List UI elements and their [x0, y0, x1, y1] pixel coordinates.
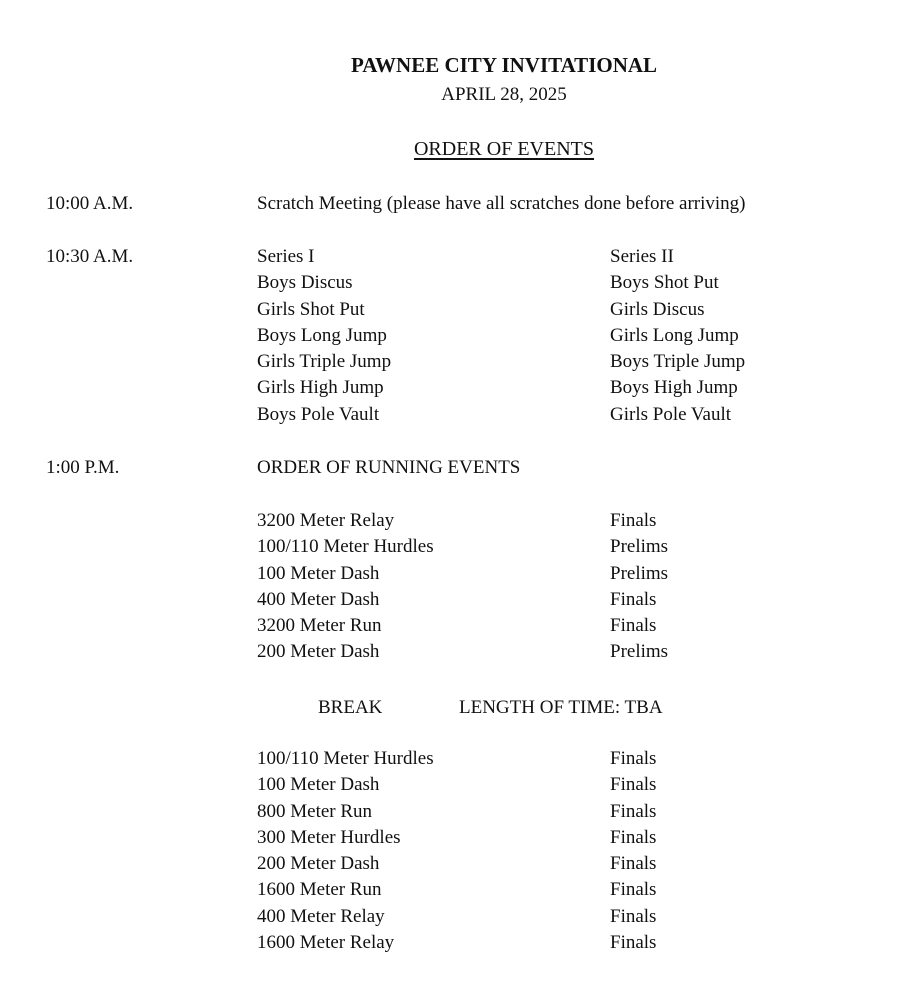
field-events-time: 10:30 A.M. [46, 246, 134, 267]
running-event: 800 Meter Run [257, 800, 373, 822]
running-round: Finals [610, 588, 657, 610]
series-2-event: Boys Triple Jump [610, 351, 746, 373]
running-block-2-events [257, 748, 434, 958]
running-round: Finals [610, 853, 657, 875]
series-1-event: Girls Shot Put [257, 298, 365, 320]
break-length: LENGTH OF TIME: TBA [459, 697, 663, 718]
scratch-time: 10:00 A.M. [46, 193, 134, 214]
running-round: Finals [610, 748, 657, 769]
series-1-heading: Series I [257, 246, 315, 267]
running-event: 400 Meter Relay [257, 905, 385, 927]
running-round: Finals [610, 800, 657, 822]
series-1-event: Boys Long Jump [257, 324, 387, 346]
series-1-event: Girls High Jump [257, 377, 384, 399]
running-event: 1600 Meter Run [257, 879, 382, 901]
series-1-list [257, 246, 391, 430]
running-round: Finals [610, 879, 657, 901]
running-round: Prelims [610, 536, 669, 558]
series-2-event: Boys Shot Put [610, 272, 719, 294]
running-events-heading: ORDER OF RUNNING EVENTS [257, 457, 521, 478]
running-round: Finals [610, 905, 657, 927]
running-round: Finals [610, 826, 657, 848]
meet-date: APRIL 28, 2025 [441, 84, 567, 105]
running-event: 1600 Meter Relay [257, 932, 395, 954]
series-2-list [610, 246, 745, 430]
section-heading: ORDER OF EVENTS [413, 138, 594, 160]
running-event: 100 Meter Dash [257, 562, 380, 584]
running-round: Finals [610, 932, 657, 954]
series-2-event: Girls Long Jump [610, 324, 739, 346]
running-round: Finals [610, 774, 657, 796]
running-event: 100/110 Meter Hurdles [257, 536, 434, 558]
running-event: 300 Meter Hurdles [257, 826, 401, 848]
running-round: Prelims [610, 562, 669, 584]
running-block-1-events [257, 510, 434, 668]
break-label: BREAK [318, 697, 383, 718]
running-event: 3200 Meter Run [257, 615, 382, 637]
running-block-1-rounds [610, 510, 668, 668]
running-event: 200 Meter Dash [257, 641, 380, 663]
running-round: Finals [610, 615, 657, 637]
running-event: 100 Meter Dash [257, 774, 380, 796]
running-round: Prelims [610, 641, 669, 663]
series-2-heading: Series II [610, 246, 674, 267]
series-1-event: Boys Discus [257, 272, 353, 294]
running-event: 400 Meter Dash [257, 588, 380, 610]
meet-title: PAWNEE CITY INVITATIONAL [350, 53, 658, 77]
series-2-event: Boys High Jump [610, 377, 738, 399]
running-round: Finals [610, 510, 657, 531]
series-1-event: Girls Triple Jump [257, 351, 392, 373]
running-event: 3200 Meter Relay [257, 510, 395, 531]
running-event: 200 Meter Dash [257, 853, 380, 875]
running-event: 100/110 Meter Hurdles [257, 748, 434, 769]
series-2-event: Girls Discus [610, 298, 705, 320]
series-2-event: Girls Pole Vault [610, 403, 732, 425]
running-events-time: 1:00 P.M. [46, 457, 120, 478]
section-heading-wrap [0, 138, 912, 161]
series-1-event: Boys Pole Vault [257, 403, 380, 425]
scratch-description: Scratch Meeting (please have all scratches done before arriving) [257, 193, 746, 214]
running-block-2-rounds [610, 748, 656, 958]
